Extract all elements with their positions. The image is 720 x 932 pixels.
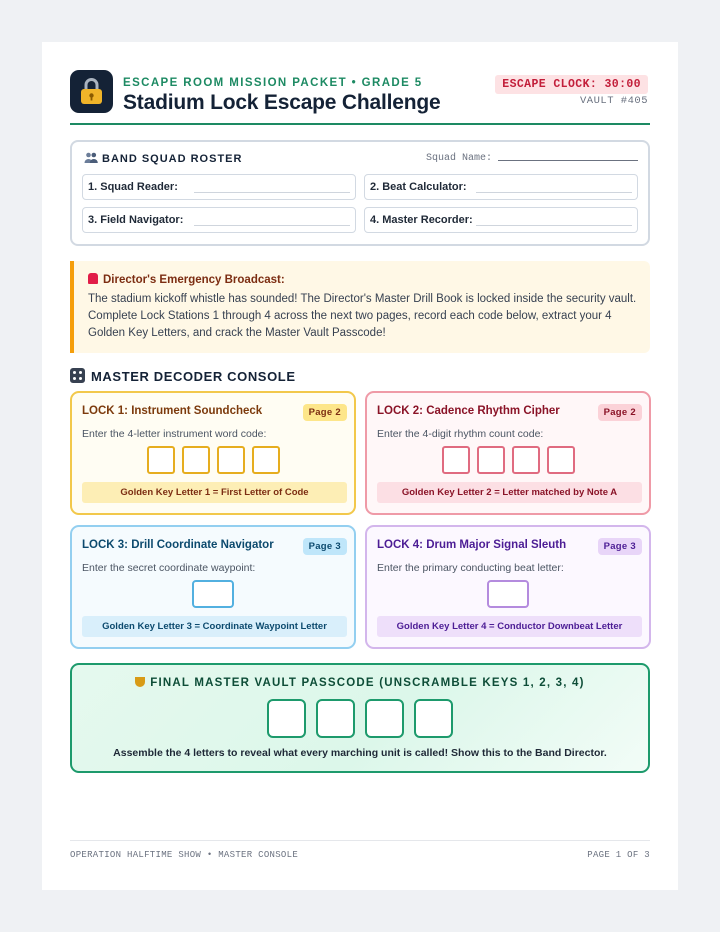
field-label: 2. Beat Calculator: xyxy=(370,181,467,193)
code-box[interactable] xyxy=(547,446,575,474)
page-badge: Page 2 xyxy=(598,404,642,421)
console-heading xyxy=(70,368,296,384)
page-title: Stadium Lock Escape Challenge xyxy=(123,91,441,114)
code-box[interactable] xyxy=(147,446,175,474)
code-box[interactable] xyxy=(252,446,280,474)
lock-2-card xyxy=(365,391,651,515)
passcode-box[interactable] xyxy=(316,699,355,738)
worksheet-page xyxy=(42,42,678,890)
lock-instruction: Enter the 4-letter instrument word code: xyxy=(82,428,267,440)
director-broadcast xyxy=(70,261,650,353)
roster-heading xyxy=(84,152,242,165)
code-entry-boxes xyxy=(367,446,649,474)
page-badge: Page 2 xyxy=(303,404,347,421)
passcode-box[interactable] xyxy=(267,699,306,738)
final-title: FINAL MASTER VAULT PASSCODE (UNSCRAMBLE KEYS 1, 2, 3, 4) xyxy=(150,677,585,689)
field-label: 1. Squad Reader: xyxy=(88,181,178,193)
lock-title: LOCK 1: Instrument Soundcheck xyxy=(82,405,263,417)
console-title: MASTER DECODER CONSOLE xyxy=(91,369,296,384)
header-divider xyxy=(70,123,650,125)
master-recorder-field[interactable] xyxy=(364,207,638,233)
broadcast-heading xyxy=(88,273,285,286)
golden-key-hint: Golden Key Letter 3 = Coordinate Waypoint Letter xyxy=(82,616,347,637)
lock-3-card xyxy=(70,525,356,649)
code-entry-boxes xyxy=(72,580,354,608)
squad-name-line[interactable] xyxy=(498,160,638,161)
footer-divider xyxy=(70,840,650,841)
squad-name-label: Squad Name: xyxy=(425,153,492,164)
field-write-line[interactable] xyxy=(194,192,350,193)
siren-icon xyxy=(88,273,98,284)
golden-key-hint: Golden Key Letter 1 = First Letter of Code xyxy=(82,482,347,503)
packet-kicker: ESCAPE ROOM MISSION PACKET • GRADE 5 xyxy=(123,77,423,89)
footer-page-number: PAGE 1 OF 3 xyxy=(587,850,650,860)
squad-name-field[interactable] xyxy=(426,153,638,164)
control-knobs-icon xyxy=(70,368,85,383)
footer-left: OPERATION HALFTIME SHOW • MASTER CONSOLE xyxy=(70,850,299,860)
page-badge: Page 3 xyxy=(303,538,347,555)
passcode-boxes xyxy=(72,699,648,738)
code-box[interactable] xyxy=(512,446,540,474)
field-write-line[interactable] xyxy=(476,225,632,226)
code-box[interactable] xyxy=(217,446,245,474)
passcode-box[interactable] xyxy=(365,699,404,738)
code-entry-boxes xyxy=(367,580,649,608)
code-entry-boxes xyxy=(72,446,354,474)
lock-instruction: Enter the secret coordinate waypoint: xyxy=(82,562,256,574)
field-write-line[interactable] xyxy=(476,192,632,193)
final-vault-passcode xyxy=(70,663,650,773)
lock-title: LOCK 2: Cadence Rhythm Cipher xyxy=(377,405,560,417)
roster-title: BAND SQUAD ROSTER xyxy=(102,153,243,165)
lock-1-card xyxy=(70,391,356,515)
trophy-icon xyxy=(135,677,145,687)
page-badge: Page 3 xyxy=(598,538,642,555)
lock-title: LOCK 4: Drum Major Signal Sleuth xyxy=(377,539,567,551)
lock-instruction: Enter the primary conducting beat letter: xyxy=(377,562,564,574)
passcode-box[interactable] xyxy=(414,699,453,738)
broadcast-body: The stadium kickoff whistle has sounded! The Director's Master Drill Book is locked inside the security vault. Complete Lock Stations 1 through 4 across the next two pages, record each code below, extract your 4 Golden Key Letters, and crack the Master Vault Passcode! xyxy=(88,293,637,339)
vault-number: VAULT #405 xyxy=(579,95,648,107)
code-box[interactable] xyxy=(477,446,505,474)
broadcast-title: Director's Emergency Broadcast: xyxy=(103,274,285,286)
code-box[interactable] xyxy=(442,446,470,474)
lock-instruction: Enter the 4-digit rhythm count code: xyxy=(377,428,544,440)
field-label: 3. Field Navigator: xyxy=(88,214,184,226)
group-icon xyxy=(84,152,98,163)
escape-clock-badge: ESCAPE CLOCK: 30:00 xyxy=(495,75,648,94)
field-write-line[interactable] xyxy=(194,225,350,226)
final-note: Assemble the 4 letters to reveal what every marching unit is called! Show this to the Band Director. xyxy=(113,747,607,759)
lock-title: LOCK 3: Drill Coordinate Navigator xyxy=(82,539,274,551)
final-heading xyxy=(72,677,648,689)
golden-key-hint: Golden Key Letter 4 = Conductor Downbeat Letter xyxy=(377,616,642,637)
lock-4-card xyxy=(365,525,651,649)
band-squad-roster xyxy=(70,140,650,246)
waypoint-box[interactable] xyxy=(192,580,234,608)
padlock-icon xyxy=(70,70,113,113)
beat-letter-box[interactable] xyxy=(487,580,529,608)
beat-calculator-field[interactable] xyxy=(364,174,638,200)
code-box[interactable] xyxy=(182,446,210,474)
field-navigator-field[interactable] xyxy=(82,207,356,233)
squad-reader-field[interactable] xyxy=(82,174,356,200)
golden-key-hint: Golden Key Letter 2 = Letter matched by Note A xyxy=(377,482,642,503)
field-label: 4. Master Recorder: xyxy=(370,214,473,226)
